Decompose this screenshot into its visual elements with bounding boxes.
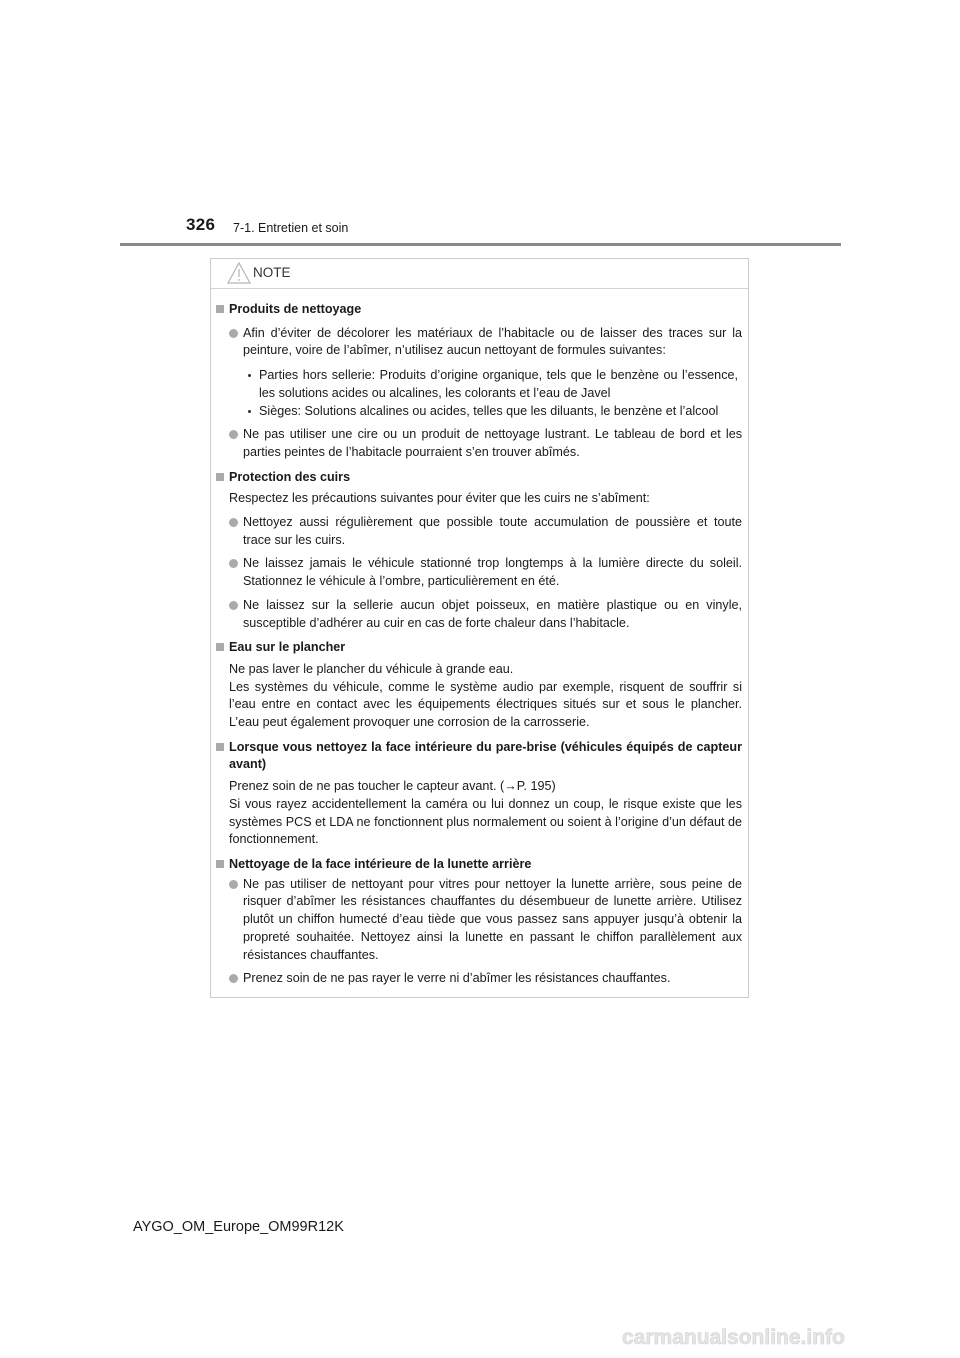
warning-triangle-icon [226, 261, 252, 285]
sub-list-item-text: Parties hors sellerie: Produits d’origine organique, tels que le benzène ou l’essence, les solutions acides ou alcalines, les colorants et l’eau de Javel [259, 368, 738, 400]
section-title: 7-1. Entretien et soin [233, 221, 349, 235]
section-heading [216, 469, 742, 487]
circle-bullet-icon [229, 518, 238, 527]
list-item-text: Afin d’éviter de décolorer les matériaux de l’habitacle ou de laisser des traces sur la peinture, voire de l’abîmer, n’utilisez aucun nettoyant de formules suivantes: [243, 325, 742, 358]
section-heading-text: Nettoyage de la face intérieure de la lunette arrière [229, 856, 532, 871]
paragraph: Si vous rayez accidentellement la caméra ou lui donnez un coup, le risque existe que les systèmes PCS et LDA ne fonctionnent plus normalement ou soient à l’origine d’un défaut de fonctionnement. [229, 796, 742, 847]
paragraph: Ne pas laver le plancher du véhicule à grande eau. [229, 661, 514, 676]
section-heading [216, 856, 742, 874]
list-item [216, 597, 742, 632]
section-heading [216, 639, 742, 657]
sub-list [216, 367, 742, 420]
list-item [216, 970, 742, 988]
circle-bullet-icon [229, 329, 238, 338]
list-item-text: Nettoyez aussi régulièrement que possible toute accumulation de poussière et toute trace sur les cuirs. [243, 515, 742, 547]
section-rear-window-cleaning [216, 856, 742, 988]
list-item [216, 514, 742, 549]
list-item-text: Ne pas utiliser une cire ou un produit de nettoyage lustrant. Le tableau de bord et les parties peintes de l’habitacle pourraient s’en trouver abîmés. [243, 427, 742, 459]
watermark-text: carmanualsonline.info [622, 1326, 845, 1349]
circle-bullet-icon [229, 430, 238, 439]
list-item-text: Ne laissez jamais le véhicule stationné trop longtemps à la lumière directe du soleil. Stationnez le véhicule à l’ombre, particulièrement en été. [243, 556, 742, 589]
note-title: NOTE [253, 265, 291, 280]
circle-bullet-icon [229, 880, 238, 889]
section-heading-text: Lorsque vous nettoyez la face intérieure du pare-brise (véhicules équipés de capteur avant) [229, 739, 742, 772]
list-item [216, 555, 742, 590]
paragraph: Prenez soin de ne pas toucher le capteur avant. (→P. 195) [229, 779, 556, 794]
square-bullet-icon [216, 473, 224, 481]
circle-bullet-icon [229, 559, 238, 568]
circle-bullet-icon [229, 974, 238, 983]
paragraph: Les systèmes du véhicule, comme le système audio par exemple, risquent de souffrir si l’eau entre en contact avec les équipements électriques situés sur et sous le plancher. L’eau peut également provoquer une corrosion de la carrosserie. [229, 679, 742, 730]
list-item-text: Ne laissez sur la sellerie aucun objet poisseux, en matière plastique ou en vinyle, susceptible d’adhérer au cuir en cas de forte chaleur dans l’habitacle. [243, 597, 742, 630]
square-bullet-icon [216, 860, 224, 868]
list-item-text: Prenez soin de ne pas rayer le verre ni d’abîmer les résistances chauffantes. [243, 971, 671, 986]
page-number: 326 [186, 215, 216, 234]
list-item-text: Ne pas utiliser de nettoyant pour vitres pour nettoyer la lunette arrière, sous peine de risquer d’abîmer les résistances chauffantes du désembueur de lunette arrière. Utilisez plutôt un chiffon humecté d’eau tiède que vous passez sans appuyer jusqu’à obtenir la propreté souhaitée. Nettoyez ainsi la lunette en passant le chiffon parallèlement aux résistances chauffantes. [243, 876, 742, 962]
list-item [216, 325, 742, 360]
section-windshield-cleaning [216, 739, 742, 849]
section-floor-water [216, 639, 742, 732]
header-rule [120, 243, 841, 246]
section-heading [216, 301, 742, 319]
section-heading-text: Produits de nettoyage [229, 302, 362, 316]
square-bullet-icon [216, 743, 224, 751]
square-bullet-icon [216, 643, 224, 651]
dot-bullet-icon [248, 410, 251, 413]
section-cleaning-products [216, 301, 742, 462]
note-body [211, 289, 748, 988]
section-leather-protection [216, 469, 742, 633]
sub-list-item [216, 403, 742, 421]
footer-document-code: AYGO_OM_Europe_OM99R12K [133, 1219, 344, 1235]
dot-bullet-icon [248, 374, 251, 377]
section-heading-text: Eau sur le plancher [229, 640, 346, 655]
section-heading [216, 739, 742, 774]
section-heading-text: Protection des cuirs [229, 469, 351, 484]
note-box [210, 258, 749, 998]
circle-bullet-icon [229, 601, 238, 610]
sub-list-item-text: Sièges: Solutions alcalines ou acides, telles que les diluants, le benzène et l’alcool [259, 403, 719, 418]
square-bullet-icon [216, 305, 224, 313]
sub-list-item [216, 367, 742, 402]
section-intro: Respectez les précautions suivantes pour éviter que les cuirs ne s’abîment: [229, 491, 650, 506]
note-header [211, 259, 748, 289]
list-item [216, 426, 742, 461]
list-item [216, 876, 742, 965]
watermark-logo [622, 1325, 952, 1349]
